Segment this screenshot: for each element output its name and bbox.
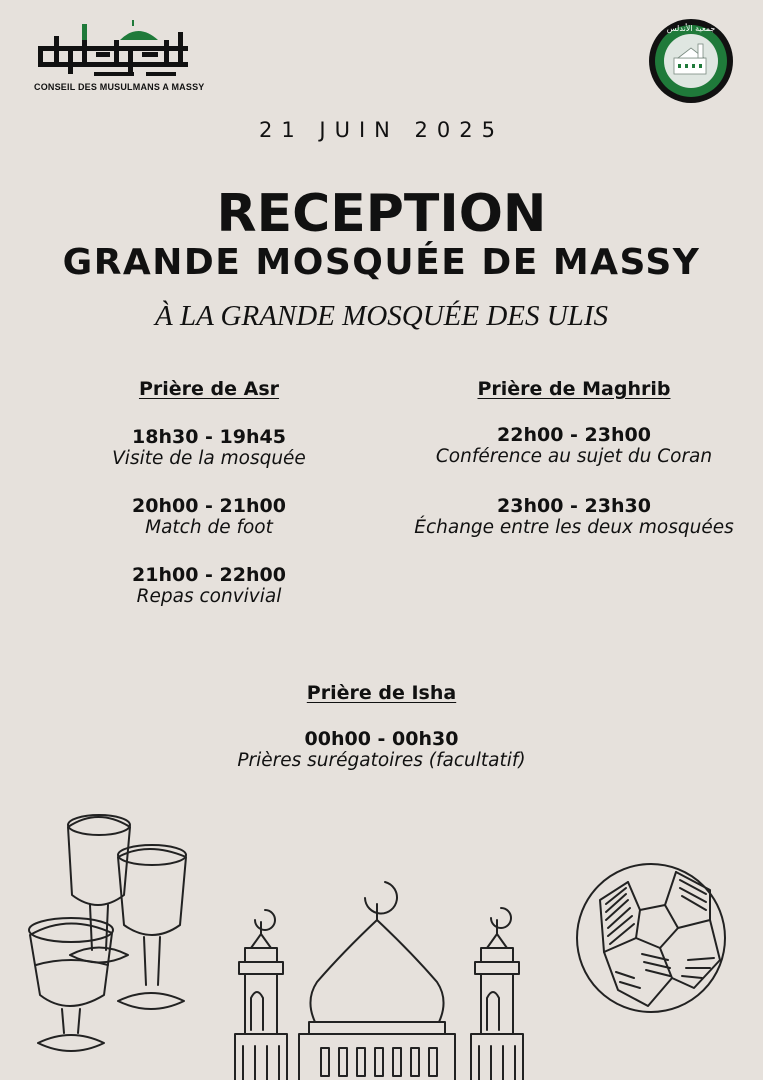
- isha-heading: Prière de Isha: [306, 682, 457, 704]
- item-time: 21h00 - 22h00: [132, 564, 286, 586]
- maghrib-heading: Prière de Maghrib: [477, 378, 671, 400]
- schedule-item: [384, 424, 763, 467]
- event-date: 21 JUIN 2025: [259, 118, 504, 142]
- item-description: Match de foot: [145, 517, 273, 538]
- asr-section: [19, 378, 399, 607]
- logo-caption: CONSEIL DES MUSULMANS A MASSY: [34, 82, 205, 92]
- item-description: Échange entre les deux mosquées: [414, 517, 734, 538]
- item-time: 23h00 - 23h30: [497, 495, 651, 517]
- item-time: 22h00 - 23h00: [497, 424, 651, 446]
- event-subtitle: GRANDE MOSQUÉE DE MASSY: [62, 242, 701, 283]
- schedule-item: [19, 426, 399, 469]
- item-description: Visite de la mosquée: [112, 448, 306, 469]
- schedule-item: [19, 495, 399, 538]
- maghrib-section: [384, 378, 763, 538]
- association-el-andalous-logo: [648, 18, 734, 104]
- asr-heading: Prière de Asr: [138, 378, 280, 400]
- event-title: RECEPTION: [216, 184, 547, 244]
- conseil-musulmans-massy-logo: [34, 18, 205, 98]
- isha-section: [0, 682, 763, 771]
- mosque-drawing-icon: [225, 862, 535, 1080]
- item-description: Prières surégatoires (facultatif): [237, 750, 526, 771]
- item-description: Repas convivial: [136, 586, 282, 607]
- event-location: À LA GRANDE MOSQUÉE DES ULIS: [155, 300, 608, 332]
- item-time: 18h30 - 19h45: [132, 426, 286, 448]
- glasses-drawing-icon: [20, 805, 195, 1055]
- item-time: 20h00 - 21h00: [132, 495, 286, 517]
- item-time: 00h00 - 00h30: [304, 728, 459, 750]
- seal-arabic-text: جمعية الأندلس: [666, 24, 716, 33]
- logo-calligraphy-icon: [34, 18, 194, 80]
- schedule-item: [0, 728, 763, 771]
- schedule-item: [384, 495, 763, 538]
- schedule-item: [19, 564, 399, 607]
- mosque-seal-icon: [648, 18, 734, 104]
- item-description: Conférence au sujet du Coran: [435, 446, 713, 467]
- football-drawing-icon: [570, 860, 732, 1016]
